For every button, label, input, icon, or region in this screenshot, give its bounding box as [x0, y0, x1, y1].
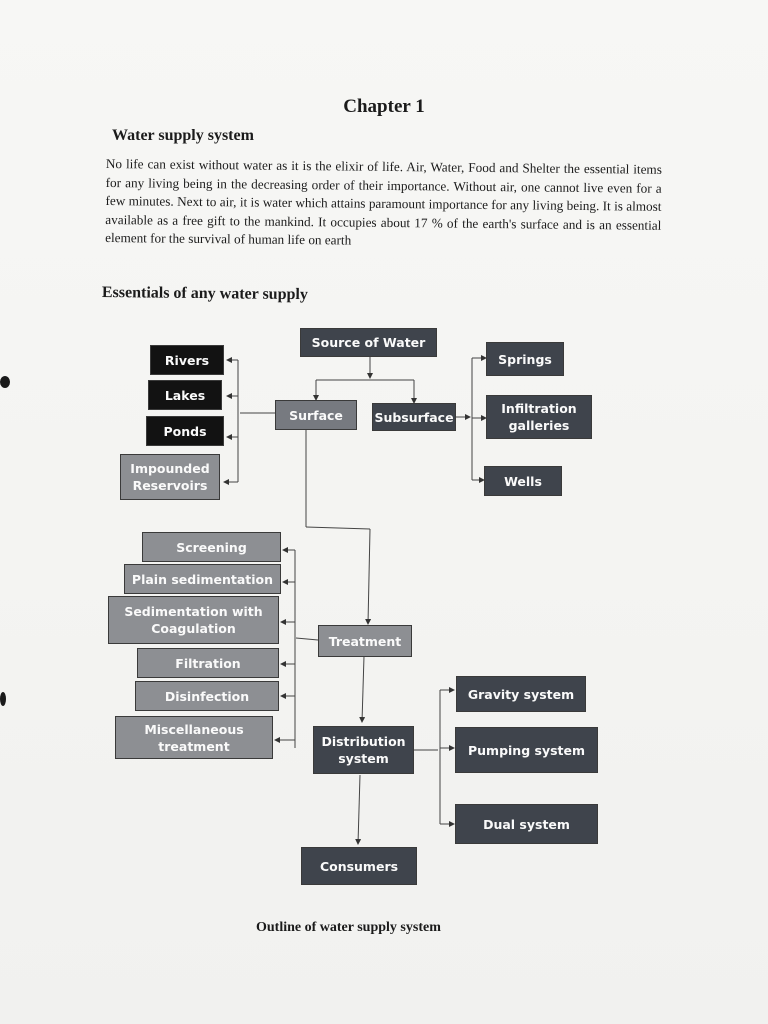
infiltration-galleries-box: Infiltration galleries: [486, 395, 592, 439]
section-title: Water supply system: [112, 127, 254, 144]
intro-paragraph: No life can exist without water as it is the elixir of life. Air, Water, Food and Shelter the essential items for any living being in the decreasing order of their importance. Without air, one cannot live even for a few minutes. Next to air, it is water which attains paramount importance for any living being. It is almost available as a free gift to the mankind. It occupies about 17 % of the earth's surface and is an essential element for the survival of human life on earth: [105, 155, 662, 248]
lakes-box: Lakes: [148, 380, 222, 410]
chapter-title: Chapter 1: [343, 96, 425, 117]
impounded-reservoirs-box: Impounded Reservoirs: [120, 454, 220, 500]
dual-system-box: Dual system: [455, 804, 598, 844]
rivers-box: Rivers: [150, 345, 224, 375]
gravity-system-box: Gravity system: [456, 676, 586, 712]
distribution-system-box: Distribution system: [313, 726, 414, 774]
pumping-system-box: Pumping system: [455, 727, 598, 773]
filtration-box: Filtration: [137, 648, 279, 678]
wells-box: Wells: [484, 466, 562, 496]
screening-box: Screening: [142, 532, 281, 562]
subsurface-box: Subsurface: [372, 403, 456, 431]
plain-sedimentation-box: Plain sedimentation: [124, 564, 281, 594]
disinfection-box: Disinfection: [135, 681, 279, 711]
springs-box: Springs: [486, 342, 564, 376]
essentials-title: Essentials of any water supply: [101, 284, 308, 304]
surface-box: Surface: [275, 400, 357, 430]
binding-hole-mark: [0, 376, 10, 388]
source-of-water-box: Source of Water: [300, 328, 437, 357]
figure-caption: Outline of water supply system: [256, 920, 441, 935]
binding-hole-mark: [0, 692, 6, 706]
sedimentation-coagulation-box: Sedimentation with Coagulation: [108, 596, 279, 644]
ponds-box: Ponds: [146, 416, 224, 446]
treatment-box: Treatment: [318, 625, 412, 657]
miscellaneous-treatment-box: Miscellaneous treatment: [115, 716, 273, 759]
consumers-box: Consumers: [301, 847, 417, 885]
